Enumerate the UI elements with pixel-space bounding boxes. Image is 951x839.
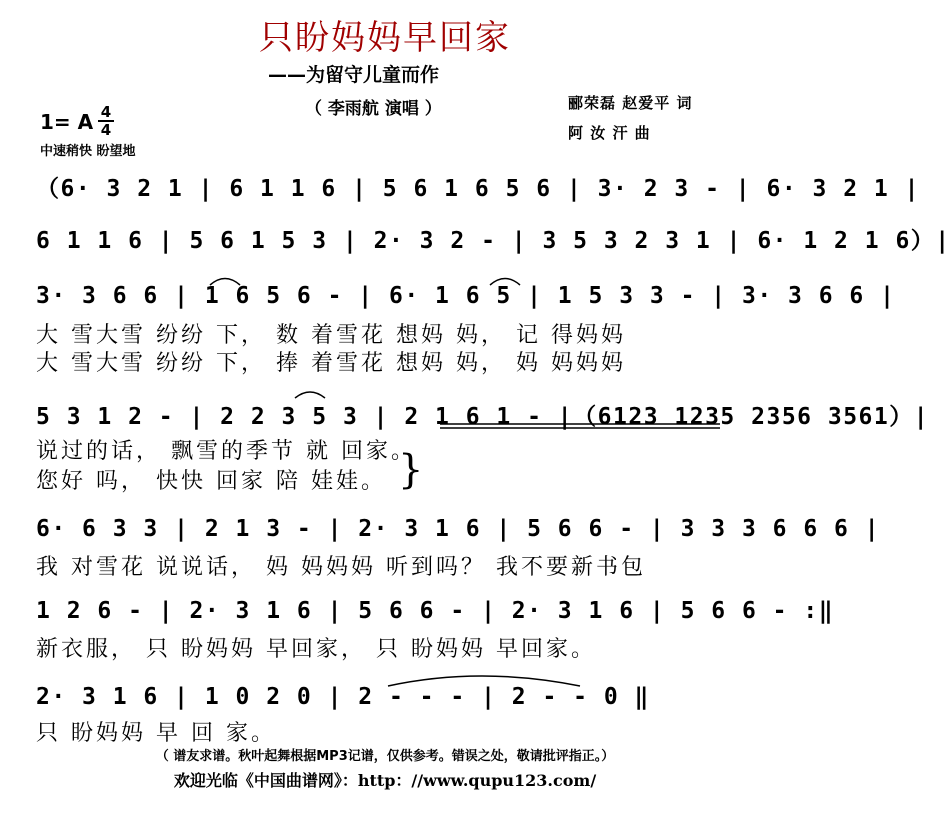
notation-line-2: 6 1 1 6 | 5 6 1 5 3 | 2· 3 2 - | 3 5 3 2 3 1 | 6· 1 2 1 6）| bbox=[36, 228, 951, 254]
verse-brace: } bbox=[398, 447, 424, 493]
notation-line-3: 3· 3 6 6 | 1 6 5 6 - | 6· 1 6 5 | 1 5 3 3 - | 3· 3 6 6 | bbox=[36, 283, 896, 309]
composer-credit: 阿 汝 汗 曲 bbox=[568, 124, 651, 142]
lyric-line-4a: 说过的话， 飘雪的季节 就 回家。 bbox=[36, 439, 416, 464]
notation-line-5: 6· 6 3 3 | 2 1 3 - | 2· 3 1 6 | 5 6 6 - | 3 3 3 6 6 6 | bbox=[36, 516, 881, 542]
site-footer: 欢迎光临《中国曲谱网》：http：//www.qupu123.com/ bbox=[173, 771, 597, 790]
lyric-line-3a: 大 雪大雪 纷纷 下， 数 着雪花 想妈 妈， 记 得妈妈 bbox=[36, 323, 626, 348]
transcription-note: （ 谱友求谱。秋叶起舞根据MP3记谱，仅供参考。错误之处，敬请批评指正。） bbox=[155, 749, 615, 764]
lyric-line-3b: 大 雪大雪 纷纷 下， 捧 着雪花 想妈 妈， 妈 妈妈妈 bbox=[36, 351, 626, 376]
time-signature-top: 4 bbox=[100, 103, 112, 121]
lyric-line-7: 只 盼妈妈 早 回 家。 bbox=[36, 721, 276, 746]
singer-credit: （ 李雨航 演唱 ） bbox=[305, 99, 442, 119]
notation-line-1: （6· 3 2 1 | 6 1 1 6 | 5 6 1 6 5 6 | 3· 2 3 - | 6· 3 2 1 | bbox=[36, 176, 920, 202]
notation-line-7: 2· 3 1 6 | 1 0 2 0 | 2 - - - | 2 - - 0 ‖ bbox=[36, 684, 650, 710]
lyric-line-6: 新衣服， 只 盼妈妈 早回家， 只 盼妈妈 早回家。 bbox=[36, 637, 596, 662]
song-subtitle: ——为留守儿童而作 bbox=[268, 64, 440, 86]
tempo-marking: 中速稍快 盼望地 bbox=[40, 144, 136, 159]
time-signature-bottom: 4 bbox=[100, 121, 112, 139]
song-title: 只盼妈妈早回家 bbox=[259, 18, 511, 58]
notation-line-6: 1 2 6 - | 2· 3 1 6 | 5 6 6 - | 2· 3 1 6 | 5 6 6 - :‖ bbox=[36, 598, 835, 624]
lyricist-credit: 郦荣磊 赵爱平 词 bbox=[568, 94, 693, 112]
key-signature: 1= A bbox=[40, 110, 94, 134]
lyric-line-4b: 您好 吗， 快快 回家 陪 娃娃。 bbox=[36, 469, 386, 494]
notation-line-4: 5 3 1 2 - | 2 2 3 5 3 | 2 1 6 1 - |（6123 1235 2356 3561）| bbox=[36, 404, 930, 430]
lyric-line-5: 我 对雪花 说说话， 妈 妈妈妈 听到吗？ 我不要新书包 bbox=[36, 555, 646, 580]
